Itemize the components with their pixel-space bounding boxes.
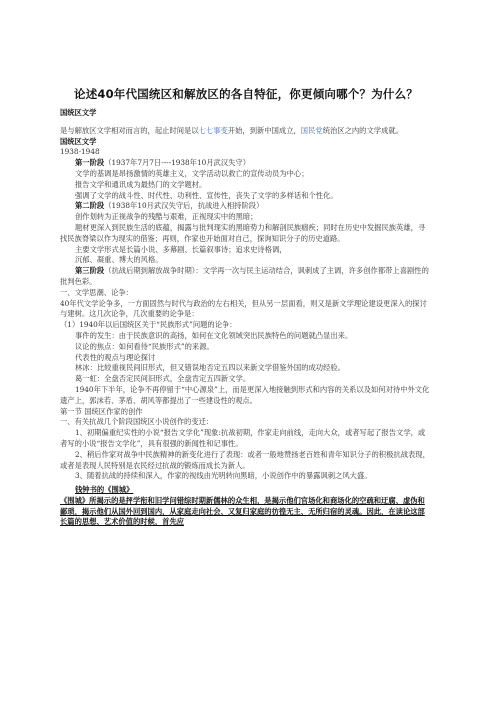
- stage1-line: 文学的基调是昂扬激情的英雄主义，文学活动以救亡的宣传动员为中心；: [75, 168, 309, 178]
- stage-label: 第一阶段: [75, 158, 105, 168]
- debate-line: 葛一虹：全盘否定民间旧形式，全盘肯定五四新文学。: [75, 374, 251, 384]
- debate-line: 事件的发生：由于民族意识的高扬，如何在文化领域突出民族特色的问题就凸显出来。: [75, 330, 353, 340]
- stage-label: 第三阶段: [75, 266, 105, 276]
- section-heading-guotong: 国统区文学: [60, 108, 97, 117]
- debate-line: 林冰：比较重视民间旧形式，但又错误地否定五四以来新文学借鉴外国的成功经验。: [75, 363, 345, 373]
- document-title: 论述40年代国统区和解放区的各自特征，你更倾向哪个？为什么？: [74, 87, 418, 101]
- link-guomindang[interactable]: 国民党: [300, 125, 323, 135]
- stage2-heading: [60, 201, 432, 212]
- intro-text: 开始，到新中国成立，: [227, 125, 301, 135]
- debate-heading: （1）1940年以后国统区关于“民族形式”问题的论争：: [60, 320, 237, 330]
- stage1-heading: [60, 158, 432, 169]
- intro-text: 是与解放区文学相对而言的，起止时间是以: [60, 125, 199, 135]
- years-range: 1938-1948: [60, 147, 100, 157]
- stage-label: 第二阶段: [75, 201, 105, 211]
- section1-heading: 一、有关抗战几个阶段国统区小说创作的变迁：: [60, 417, 214, 427]
- change-item: 3、随着抗战的持续和深入，作家的视线由光明转向黑暗，小说创作中的暴露讽刺之风大盛。: [75, 471, 372, 481]
- stage2-line: 创作划转为正视战争的残酷与艰难，正视现实中的黑暗；: [75, 212, 258, 222]
- change-item: 1、初期偏重纪实性的小说“报告文学化”现象:抗战初期，作家走向前线，走向大众，或者写起了报告文学，或者写的小说“报告文学化”，具有很强的新闻性和记事性。: [60, 428, 426, 448]
- debate-line: 议论的焦点：如何看待“民族形式”的来源。: [75, 341, 214, 351]
- book-title: 钱钟书的《围城》: [75, 485, 134, 495]
- stage-time: （1937年7月7日----1938年10月武汉失守）: [104, 158, 251, 168]
- change-item: 2、稍后作家对战争中民族精神的新变化进行了表现：或者一般地赞扬老百姓和青年知识分子的积极抗战表现，或者是表现人民特别是农民经过抗战的锻炼而成长为新人。: [60, 449, 430, 470]
- stage1-line: 报告文学和通讯成为最热门的文学题材。: [75, 179, 207, 189]
- intro-text: 统治区之内的文学成就。: [322, 125, 403, 135]
- stage2-line: 沉郁、凝重、博大的风格。: [75, 255, 163, 265]
- section-heading-guotong-2: 国统区文学: [60, 136, 97, 146]
- link-qiqi-shibian[interactable]: 七七事变: [198, 125, 228, 135]
- stage-time: （1938年10月武汉失守后，抗战进入相持阶段）: [104, 201, 264, 211]
- book-paragraph: 《围城》所揭示的是抨学衔和旧学问错综时期新儒林的众生相，是揭示他们官场化和商场化的空疏和迂腐、虚伪和鄙琐，揭示他们从国外回到国内，从家庭走向社会、又复归家庭的彷徨无主、无所归宿的灵魂。因此，在读论这部长篇的思想、艺术价值的时候，首先应: [60, 495, 425, 527]
- stage3-paragraph: [60, 266, 432, 288]
- part1-paragraph: 40年代文学论争多，一方面固然与时代与政治的左右相关，但从另一层面看，则又是新文学理论建设更深入的探讨与建树。这几次论争，几次重要的论争是：: [60, 298, 427, 319]
- section1-title: 第一节 国统区作家的创作: [60, 406, 143, 416]
- document-page: [60, 86, 432, 528]
- stage2-line: 题材更深入到民族生活的底蕴，揭露与批判现实的黑暗势力和解剖民族痼疾；同时在历史中发掘民族英雄，寻找民族脊梁以作为现实的借鉴；再则，作家也开始面对自己，探询知识分子的历史道路。: [60, 222, 426, 243]
- intro-paragraph: [60, 126, 432, 137]
- debate-line: 代表性的观点与理论探讨: [75, 352, 156, 362]
- stage-time: （抗战后期到解放战争时期）：文学再一次与民主运动结合，讽刺成了主调，许多创作都带上喜剧性的批判色彩。: [60, 266, 429, 286]
- spacer: [60, 119, 432, 126]
- stage2-line: 主要文学形式是长篇小说、多幕剧、长篇叙事诗；追求史诗格调，: [75, 244, 287, 254]
- part1-heading: 一、文学思潮、论争：: [60, 287, 133, 297]
- hufeng-paragraph: 1940年下半年，论争不再停留于“中心源泉”上，而是更深入地接触到形式和内容的关系以及如何对待中外文化遗产上，郭沫若、茅盾、胡风等都提出了一些建设性的观点。: [60, 384, 430, 405]
- stage1-line: 强调了文学的战斗性、时代性、功利性、宣传性，丧失了文学的多样话和个性化。: [75, 190, 338, 200]
